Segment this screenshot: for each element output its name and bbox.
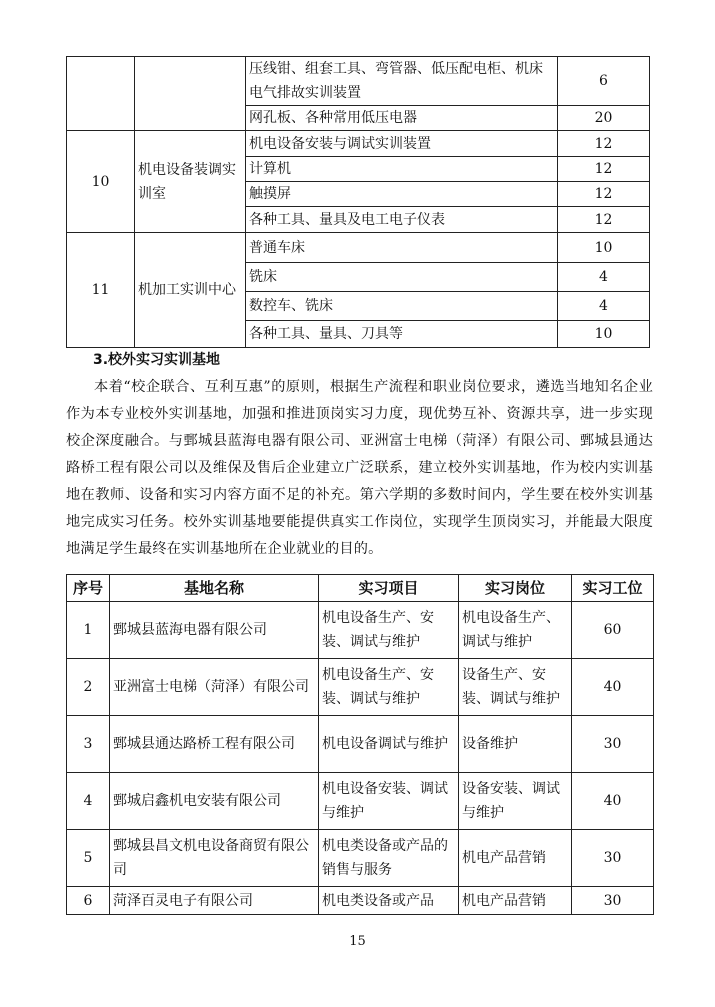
room-name: 机加工实训中心 [135, 233, 246, 348]
practice-seats: 30 [572, 716, 654, 773]
section-heading: 3.校外实习实训基地 [93, 352, 221, 368]
table-row [67, 131, 650, 157]
equipment-name: 触摸屏 [246, 182, 558, 207]
base-name: 鄄城县通达路桥工程有限公司 [110, 716, 319, 773]
equipment-qty: 12 [558, 157, 650, 182]
practice-post: 机电产品营销 [459, 887, 572, 915]
table-row [67, 659, 654, 716]
practice-seats: 60 [572, 602, 654, 659]
column-header: 实习工位 [572, 575, 654, 602]
equipment-qty: 10 [558, 321, 650, 348]
equipment-name: 机电设备安装与调试实训装置 [246, 131, 558, 157]
room-name: 机电设备装调实训室 [135, 131, 246, 233]
practice-project: 机电类设备或产品 [319, 887, 459, 915]
base-name: 鄄城启鑫机电安装有限公司 [110, 773, 319, 830]
row-number: 4 [67, 773, 110, 830]
body-paragraph: 本着“校企联合、互利互惠”的原则，根据生产流程和职业岗位要求，遴选当地知名企业作为本专业校外实训基地，加强和推进顶岗实习力度，现优势互补、资源共享，进一步实现校企深度融合。与鄄城县蓝海电器有限公司、亚洲富士电梯（菏泽）有限公司、鄄城县通达路桥工程有限公司以及维保及售后企业建立广泛联系，建立校外实训基地，作为校内实训基地在教师、设备和实习内容方面不足的补充。第六学期的多数时间内，学生要在校外实训基地完成实习任务。校外实训基地要能提供真实工作岗位，实现学生顶岗实习，并能最大限度地满足学生最终在实训基地所在企业就业的目的。 [66, 379, 653, 557]
equipment-name: 计算机 [246, 157, 558, 182]
equipment-qty: 12 [558, 182, 650, 207]
practice-seats: 30 [572, 887, 654, 915]
practice-seats: 30 [572, 830, 654, 887]
equipment-qty: 4 [558, 263, 650, 292]
base-name: 鄄城县昌文机电设备商贸有限公司 [110, 830, 319, 887]
equipment-qty: 10 [558, 233, 650, 263]
room-number: 11 [67, 233, 135, 348]
base-name: 鄄城县蓝海电器有限公司 [110, 602, 319, 659]
equipment-qty: 6 [558, 57, 650, 106]
row-number: 3 [67, 716, 110, 773]
table-row [67, 716, 654, 773]
equipment-name: 数控车、铣床 [246, 292, 558, 321]
equipment-name: 铣床 [246, 263, 558, 292]
equipment-name: 网孔板、各种常用低压电器 [246, 106, 558, 131]
table-row [67, 57, 650, 106]
practice-project: 机电设备生产、安装、调试与维护 [319, 659, 459, 716]
room-number: 10 [67, 131, 135, 233]
practice-project: 机电类设备或产品的销售与服务 [319, 830, 459, 887]
table-row [67, 773, 654, 830]
row-number: 2 [67, 659, 110, 716]
equipment-qty: 12 [558, 131, 650, 157]
equipment-qty: 4 [558, 292, 650, 321]
equipment-name: 普通车床 [246, 233, 558, 263]
equipment-name: 各种工具、量具及电工电子仪表 [246, 207, 558, 233]
practice-seats: 40 [572, 773, 654, 830]
table-row [67, 830, 654, 887]
row-number: 1 [67, 602, 110, 659]
practice-project: 机电设备调试与维护 [319, 716, 459, 773]
practice-post: 设备生产、安装、调试与维护 [459, 659, 572, 716]
table-row [67, 887, 654, 915]
equipment-name: 压线钳、组套工具、弯管器、低压配电柜、机床电气排故实训装置 [246, 57, 558, 106]
practice-post: 机电设备生产、调试与维护 [459, 602, 572, 659]
table-header-row [67, 575, 654, 602]
practice-seats: 40 [572, 659, 654, 716]
table-row [67, 233, 650, 263]
column-header: 实习岗位 [459, 575, 572, 602]
column-header: 基地名称 [110, 575, 319, 602]
practice-base-table [66, 574, 654, 915]
column-header: 实习项目 [319, 575, 459, 602]
equipment-name: 各种工具、量具、刀具等 [246, 321, 558, 348]
practice-project: 机电设备安装、调试与维护 [319, 773, 459, 830]
base-name: 菏泽百灵电子有限公司 [110, 887, 319, 915]
table-row [67, 602, 654, 659]
equipment-table [66, 56, 650, 348]
table-cell [135, 57, 246, 131]
row-number: 6 [67, 887, 110, 915]
base-name: 亚洲富士电梯（菏泽）有限公司 [110, 659, 319, 716]
page-number: 15 [349, 934, 366, 949]
practice-post: 设备维护 [459, 716, 572, 773]
practice-post: 设备安装、调试与维护 [459, 773, 572, 830]
row-number: 5 [67, 830, 110, 887]
practice-project: 机电设备生产、安装、调试与维护 [319, 602, 459, 659]
table-cell [67, 57, 135, 131]
practice-post: 机电产品营销 [459, 830, 572, 887]
equipment-qty: 12 [558, 207, 650, 233]
column-header: 序号 [67, 575, 110, 602]
equipment-qty: 20 [558, 106, 650, 131]
